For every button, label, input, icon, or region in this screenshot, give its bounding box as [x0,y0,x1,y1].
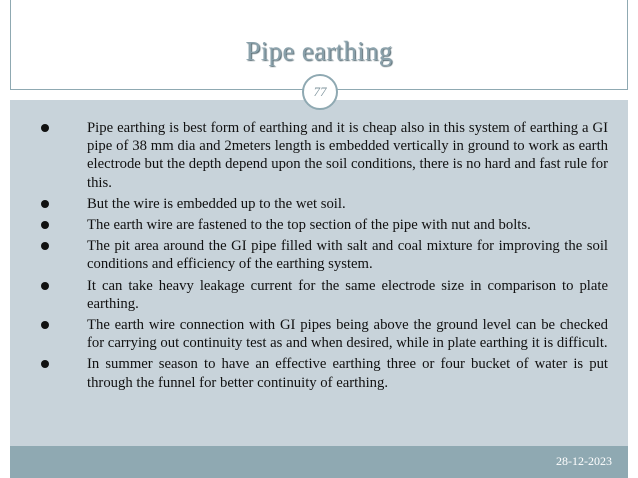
bullet-dot-icon [41,124,49,132]
bullet-dot-icon [41,200,49,208]
bullet-text: But the wire is embedded up to the wet soil. [87,195,346,212]
bullet-text: The pit area around the GI pipe filled with salt and coal mixture for improving the soil conditions and efficiency of the earthing system. [87,238,608,273]
bullet-item [36,277,608,313]
bullet-dot-icon [41,321,49,329]
bullet-item [36,316,608,352]
bullet-text: It can take heavy leakage current for the same electrode size in comparison to plate earthing. [87,277,608,312]
bullet-dot-icon [41,282,49,290]
bullet-dot-icon [41,221,49,229]
bullet-item [36,119,608,192]
bullet-text: In summer season to have an effective earthing three or four bucket of water is put through the funnel for better continuity of earthing. [87,356,608,391]
bullet-text: Pipe earthing is best form of earthing and it is cheap also in this system of earthing a GI pipe of 38 mm dia and 2meters length is embedded vertically in ground to work as earth electrode but the depth depend upon the soil conditions, there is no hard and fast rule for this. [87,120,608,191]
footer-bar [10,446,628,478]
bullet-item [36,195,608,213]
bullet-item [36,216,608,234]
bullet-text: The earth wire connection with GI pipes being above the ground level can be checked for carrying out continuity test as and when desired, while in plate earthing it is difficult. [87,317,608,352]
bullet-item [36,237,608,273]
bullet-text: The earth wire are fastened to the top section of the pipe with nut and bolts. [87,217,531,234]
bullet-dot-icon [41,360,49,368]
bullet-list [36,119,608,395]
slide-title: Pipe earthing [245,36,393,66]
bullet-dot-icon [41,242,49,250]
bullet-item [36,355,608,391]
slide-date: 28-12-2023 [556,454,612,468]
page-number-badge: 77 [302,74,338,110]
